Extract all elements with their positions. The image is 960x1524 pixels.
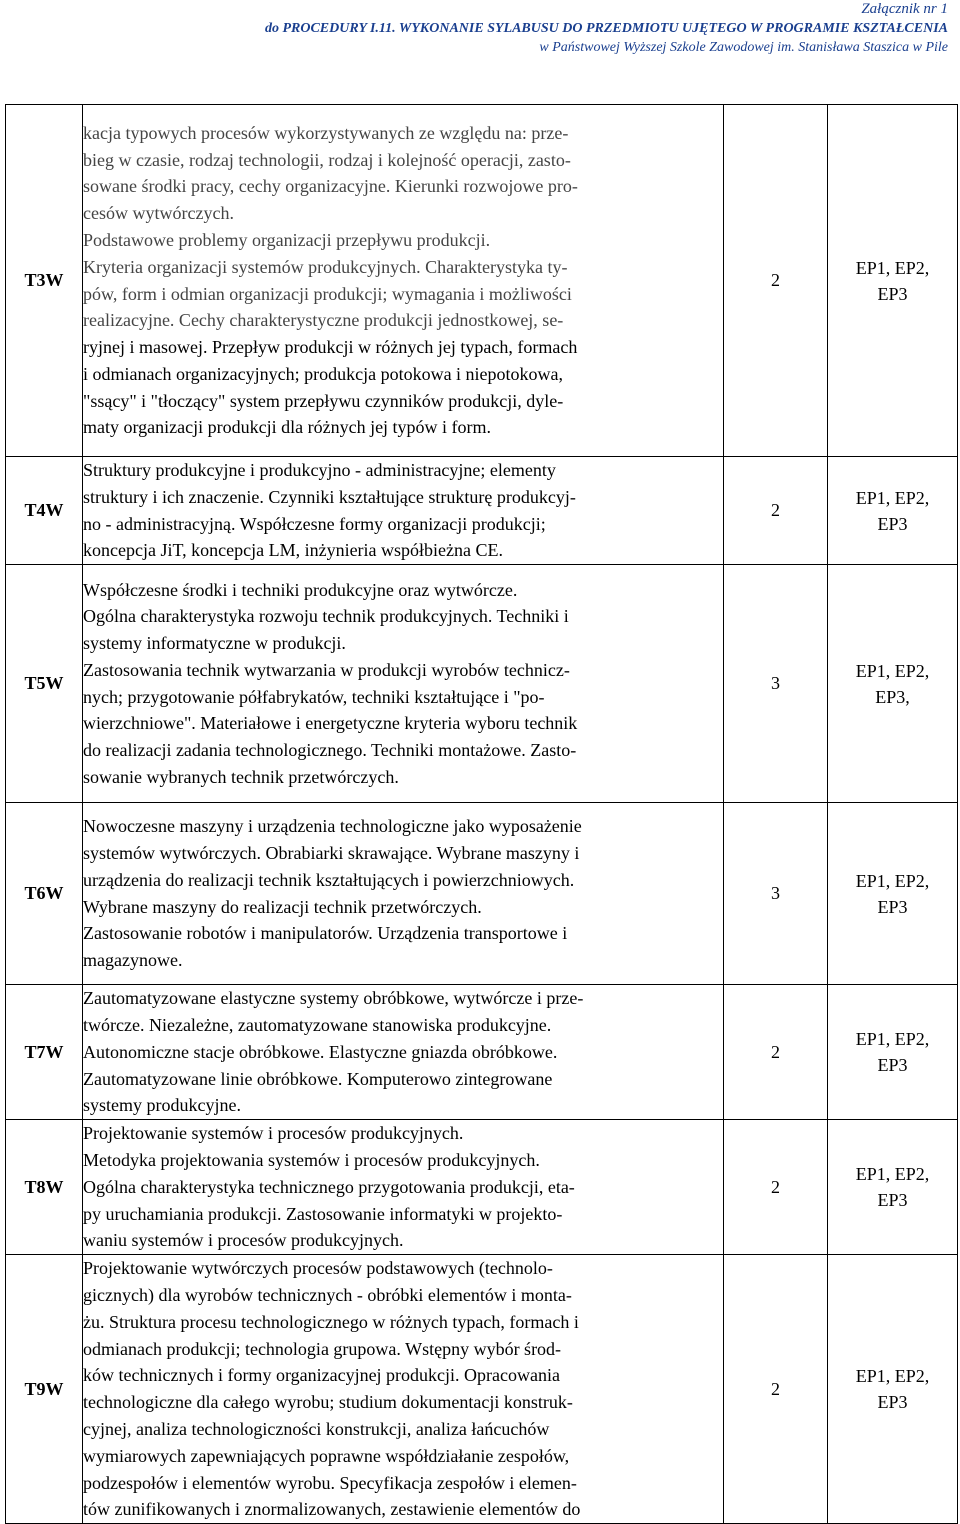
description-line: Współczesne środki i techniki produkcyjne oraz wytwórcze. <box>83 579 518 600</box>
description-line: Struktury produkcyjne i produkcyjno - administracyjne; elementy <box>83 460 556 480</box>
description-line: magazynowe. <box>83 950 183 971</box>
topic-description <box>83 1120 724 1255</box>
topic-hours: 2 <box>724 1120 828 1255</box>
topic-code: T5W <box>6 565 83 803</box>
effect-code: EP1, EP2, <box>855 1029 930 1050</box>
description-line: i odmianach organizacyjnych; produkcja potokowa i niepotokowa, <box>83 363 564 384</box>
effect-code: EP3 <box>877 1392 908 1413</box>
topic-hours: 2 <box>724 1255 828 1524</box>
learning-effects <box>828 1255 958 1524</box>
description-line: Zastosowania technik wytwarzania w produkcji wyrobów technicz- <box>83 659 570 680</box>
description-line: Wybrane maszyny do realizacji technik przetwórczych. <box>83 896 482 917</box>
description-line: bieg w czasie, rodzaj technologii, rodzaj i kolejność operacji, zasto- <box>83 149 571 170</box>
learning-effects <box>828 105 958 457</box>
effect-code: EP1, EP2, <box>855 660 930 681</box>
learning-effects <box>828 565 958 803</box>
syllabus-topics-table <box>5 104 958 1524</box>
description-line: systemy informatyczne w produkcji. <box>83 633 346 654</box>
topic-row <box>6 1255 958 1524</box>
topic-hours: 3 <box>724 803 828 985</box>
description-line: tów zunifikowanych i znormalizowanych, zestawienie elementów do <box>83 1499 581 1520</box>
description-line: Zautomatyzowane linie obróbkowe. Komputerowo zintegrowane <box>83 1068 553 1089</box>
effect-code: EP3 <box>877 1190 908 1211</box>
effect-code: EP1, EP2, <box>855 870 930 891</box>
description-line: "ssący" i "tłoczący" system przepływu czynników produkcji, dyle- <box>83 390 564 411</box>
topic-code: T4W <box>6 457 83 565</box>
description-line: py uruchamiania produkcji. Zastosowanie informatyki w projekto- <box>83 1203 563 1224</box>
topic-code: T9W <box>6 1255 83 1524</box>
topic-row <box>6 105 958 457</box>
learning-effects <box>828 457 958 565</box>
description-line: Projektowanie wytwórczych procesów podstawowych (technolo- <box>83 1258 553 1279</box>
description-line: cesów wytwórczych. <box>83 203 234 224</box>
description-line: wierzchniowe". Materiałowe i energetyczne kryteria wyboru technik <box>83 713 578 734</box>
description-line: Metodyka projektowania systemów i procesów produkcyjnych. <box>83 1149 540 1170</box>
topic-code: T7W <box>6 985 83 1120</box>
school-name: w Państwowej Wyższej Szkole Zawodowej im. Stanisława Staszica w Pile <box>539 40 948 55</box>
topic-code: T6W <box>6 803 83 985</box>
description-line: sowanie wybranych technik przetwórczych. <box>83 767 399 788</box>
topic-hours: 2 <box>724 457 828 565</box>
topic-description <box>83 457 724 565</box>
description-line: realizacyjne. Cechy charakterystyczne produkcji jednostkowej, se- <box>83 310 564 331</box>
topic-hours: 2 <box>724 985 828 1120</box>
description-line: Podstawowe problemy organizacji przepływu produkcji. <box>83 229 491 250</box>
description-line: gicznych) dla wyrobów technicznych - obróbki elementów i monta- <box>83 1284 572 1305</box>
effect-code: EP3 <box>877 896 908 917</box>
description-line: Zautomatyzowane elastyczne systemy obróbkowe, wytwórcze i prze- <box>83 988 584 1009</box>
description-line: ków technicznych i formy organizacyjnej produkcji. Opracowania <box>83 1365 560 1386</box>
description-line: sowane środki pracy, cechy organizacyjne. Kierunki rozwojowe pro- <box>83 176 578 197</box>
effect-code: EP3 <box>877 513 908 534</box>
description-line: kacja typowych procesów wykorzystywanych ze względu na: prze- <box>83 122 569 143</box>
learning-effects <box>828 1120 958 1255</box>
description-line: technologiczne dla całego wyrobu; studium dokumentacji konstruk- <box>83 1392 573 1413</box>
description-line: odmianach produkcji; technologia grupowa. Wstępny wybór środ- <box>83 1338 562 1359</box>
topic-hours: 2 <box>724 105 828 457</box>
description-line: Kryteria organizacji systemów produkcyjnych. Charakterystyka ty- <box>83 256 568 277</box>
description-line: waniu systemów i procesów produkcyjnych. <box>83 1230 404 1251</box>
topic-code: T3W <box>6 105 83 457</box>
description-line: wymiarowych zapewniających poprawne współdziałanie zespołów, <box>83 1445 570 1466</box>
description-line: do realizacji zadania technologicznego. Techniki montażowe. Zasto- <box>83 740 577 761</box>
effect-code: EP1, EP2, <box>855 257 930 278</box>
description-line: maty organizacji produkcji dla różnych jej typów i form. <box>83 417 492 438</box>
learning-effects <box>828 985 958 1120</box>
description-line: Projektowanie systemów i procesów produkcyjnych. <box>83 1123 464 1144</box>
topic-description <box>83 1255 724 1524</box>
topic-row <box>6 803 958 985</box>
description-line: Autonomiczne stacje obróbkowe. Elastyczne gniazda obróbkowe. <box>83 1041 558 1062</box>
topic-code: T8W <box>6 1120 83 1255</box>
description-line: systemów wytwórczych. Obrabiarki skrawające. Wybrane maszyny i <box>83 843 580 864</box>
learning-effects <box>828 803 958 985</box>
topic-description <box>83 565 724 803</box>
description-line: systemy produkcyjne. <box>83 1095 241 1116</box>
annex-label: Załącznik nr 1 <box>861 1 948 17</box>
description-line: cyjnej, analiza technologiczności konstrukcji, analiza łańcuchów <box>83 1418 550 1439</box>
description-line: koncepcja JiT, koncepcja LM, inżynieria współbieżna CE. <box>83 540 504 561</box>
description-line: Ogólna charakterystyka technicznego przygotowania produkcji, eta- <box>83 1176 575 1197</box>
description-line: struktury i ich znaczenie. Czynniki kształtujące strukturę produkcyj- <box>83 486 576 507</box>
topic-row <box>6 1120 958 1255</box>
topic-hours: 3 <box>724 565 828 803</box>
topic-description <box>83 985 724 1120</box>
topic-row <box>6 457 958 565</box>
effect-code: EP3 <box>877 1055 908 1076</box>
description-line: żu. Struktura procesu technologicznego w różnych typach, formach i <box>83 1311 579 1332</box>
effect-code: EP1, EP2, <box>855 487 930 508</box>
description-line: no - administracyjną. Współczesne formy organizacji produkcji; <box>83 513 546 534</box>
description-line: Ogólna charakterystyka rozwoju technik produkcyjnych. Techniki i <box>83 606 569 627</box>
description-line: urządzenia do realizacji technik kształtujących i powierzchniowych. <box>83 869 575 890</box>
description-line: pów, form i odmian organizacji produkcji; wymagania i możliwości <box>83 283 572 304</box>
effect-code: EP1, EP2, <box>855 1164 930 1185</box>
effect-code: EP3, <box>875 686 910 707</box>
topic-row <box>6 565 958 803</box>
document-header <box>265 0 948 57</box>
description-line: podzespołów i elementów wyrobu. Specyfikacja zespołów i elemen- <box>83 1472 577 1493</box>
description-line: nych; przygotowanie półfabrykatów, techniki kształtujące i "po- <box>83 686 545 707</box>
topic-row <box>6 985 958 1120</box>
description-line: ryjnej i masowej. Przepływ produkcji w różnych jej typach, formach <box>83 337 578 358</box>
topic-description <box>83 105 724 457</box>
description-line: Nowoczesne maszyny i urządzenia technologiczne jako wyposażenie <box>83 816 582 837</box>
effect-code: EP1, EP2, <box>855 1366 930 1387</box>
topic-description <box>83 803 724 985</box>
description-line: Zastosowanie robotów i manipulatorów. Urządzenia transportowe i <box>83 923 568 944</box>
procedure-title: do PROCEDURY I.11. WYKONANIE SYLABUSU DO PRZEDMIOTU UJĘTEGO W PROGRAMIE KSZTAŁCENIA <box>264 21 948 36</box>
description-line: twórcze. Niezależne, zautomatyzowane stanowiska produkcyjne. <box>83 1014 552 1035</box>
effect-code: EP3 <box>877 283 908 304</box>
